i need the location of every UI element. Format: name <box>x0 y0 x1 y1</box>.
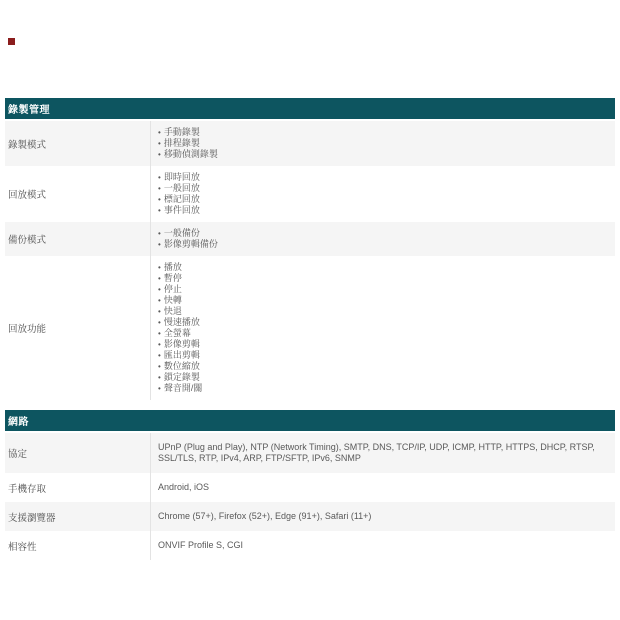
bullet-icon: • <box>158 384 161 393</box>
row-label: 回放功能 <box>5 256 151 400</box>
spec-item <box>158 350 607 361</box>
bullet-icon: • <box>158 307 161 316</box>
spec-item <box>158 372 607 383</box>
row-label: 手機存取 <box>5 473 151 502</box>
bullet-icon: • <box>158 229 161 238</box>
spec-item-text: 一般備份 <box>163 228 200 238</box>
row-value <box>151 121 615 166</box>
spec-row <box>5 121 615 166</box>
spec-row <box>5 531 615 560</box>
bullet-icon: • <box>158 150 161 159</box>
row-value <box>151 166 615 222</box>
section-header: 錄製管理 <box>5 98 615 119</box>
spec-item-text: 影像剪輯 <box>163 339 200 349</box>
row-label: 相容性 <box>5 531 151 560</box>
small-red-square-icon <box>8 38 15 45</box>
spec-item <box>158 295 607 306</box>
spec-item-text: 手動錄製 <box>163 127 200 137</box>
spec-item-text: 排程錄製 <box>163 138 200 148</box>
spec-item-text: 播放 <box>163 262 182 272</box>
spec-item <box>158 183 607 194</box>
value-list <box>158 228 607 250</box>
value-list <box>158 172 607 216</box>
row-value: ONVIF Profile S, CGI <box>158 540 244 550</box>
bullet-icon: • <box>158 351 161 360</box>
spec-item <box>158 306 607 317</box>
bullet-icon: • <box>158 206 161 215</box>
spec-item <box>158 138 607 149</box>
bullet-icon: • <box>158 362 161 371</box>
row-label: 支援瀏覽器 <box>5 502 151 531</box>
spec-item-text: 鎖定錄製 <box>163 372 200 382</box>
spec-table <box>5 98 615 570</box>
row-label: 備份模式 <box>5 222 151 256</box>
spec-row <box>5 166 615 222</box>
bullet-icon: • <box>158 240 161 249</box>
bullet-icon: • <box>158 263 161 272</box>
spec-item-text: 事件回放 <box>163 205 200 215</box>
spec-item-text: 慢速播放 <box>163 317 200 327</box>
spec-item-text: 聲音開/關 <box>163 383 203 393</box>
spec-item <box>158 194 607 205</box>
bullet-icon: • <box>158 329 161 338</box>
spec-row <box>5 256 615 400</box>
spec-item <box>158 127 607 138</box>
bullet-icon: • <box>158 184 161 193</box>
row-label: 錄製模式 <box>5 121 151 166</box>
spec-item-text: 標記回放 <box>163 194 200 204</box>
spec-item <box>158 284 607 295</box>
bullet-icon: • <box>158 139 161 148</box>
spec-item-text: 移動偵測錄製 <box>163 149 218 159</box>
spec-row <box>5 502 615 531</box>
spec-row <box>5 473 615 502</box>
spec-item <box>158 328 607 339</box>
spec-item <box>158 239 607 250</box>
row-label: 協定 <box>5 433 151 473</box>
bullet-icon: • <box>158 373 161 382</box>
section-header: 網路 <box>5 410 615 431</box>
spec-item-text: 影像剪輯備份 <box>163 239 218 249</box>
spec-item <box>158 361 607 372</box>
bullet-icon: • <box>158 340 161 349</box>
row-value: Chrome (57+), Firefox (52+), Edge (91+), Safari (11+) <box>158 511 372 521</box>
bullet-icon: • <box>158 274 161 283</box>
row-value <box>151 222 615 256</box>
spec-item <box>158 172 607 183</box>
spec-item-text: 一般回放 <box>163 183 200 193</box>
spec-item <box>158 317 607 328</box>
bullet-icon: • <box>158 173 161 182</box>
bullet-icon: • <box>158 285 161 294</box>
spec-item <box>158 273 607 284</box>
spec-item-text: 數位縮放 <box>163 361 200 371</box>
spec-item-text: 暫停 <box>163 273 182 283</box>
bullet-icon: • <box>158 128 161 137</box>
bullet-icon: • <box>158 296 161 305</box>
spec-item-text: 快退 <box>163 306 182 316</box>
spec-item-text: 匯出剪輯 <box>163 350 200 360</box>
bullet-icon: • <box>158 318 161 327</box>
spec-section <box>5 410 615 560</box>
bullet-icon: • <box>158 195 161 204</box>
spec-item-text: 即時回放 <box>163 172 200 182</box>
spec-row <box>5 222 615 256</box>
row-label: 回放模式 <box>5 166 151 222</box>
spec-section <box>5 98 615 400</box>
value-list <box>158 262 607 394</box>
spec-item-text: 停止 <box>163 284 182 294</box>
spec-item <box>158 339 607 350</box>
spec-row <box>5 433 615 473</box>
spec-item <box>158 205 607 216</box>
value-list <box>158 127 607 160</box>
spec-item-text: 快轉 <box>163 295 182 305</box>
spec-item <box>158 228 607 239</box>
spec-item-text: 全螢幕 <box>163 328 191 338</box>
row-value: Android, iOS <box>158 482 210 492</box>
row-value <box>151 256 615 400</box>
spec-item <box>158 262 607 273</box>
spec-item <box>158 383 607 394</box>
spec-item <box>158 149 607 160</box>
row-value: UPnP (Plug and Play), NTP (Network Timing), SMTP, DNS, TCP/IP, UDP, ICMP, HTTP, HTTPS, DHCP, RTSP, SSL/TLS, RTP, IPv4, ARP, FTP/SFTP, IPv6, SNMP <box>158 442 595 463</box>
